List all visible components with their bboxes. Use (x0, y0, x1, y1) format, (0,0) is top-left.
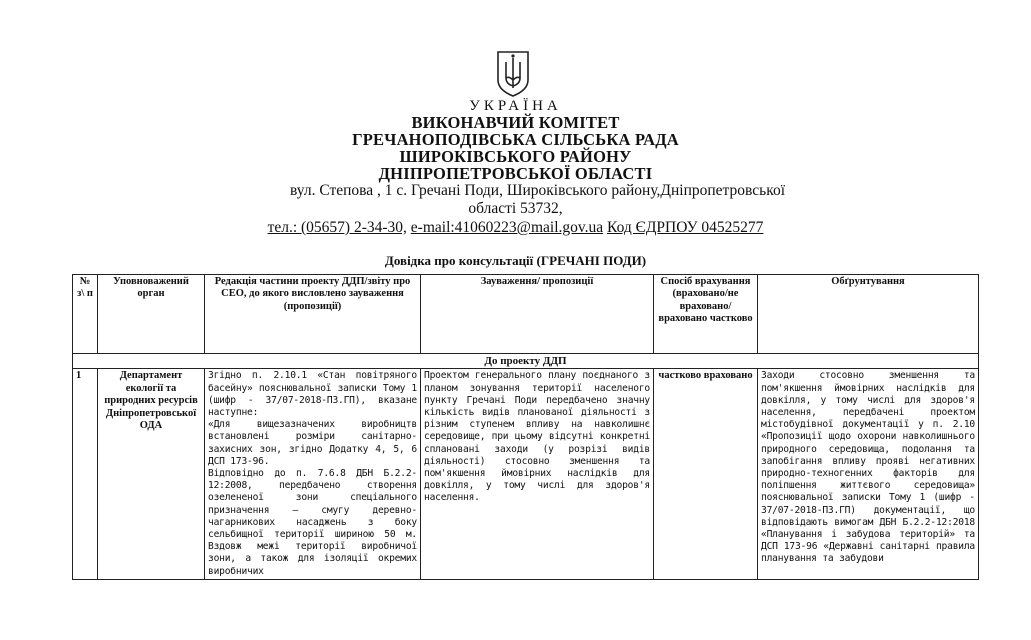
org-line-3: ШИРОКІВСЬКОГО РАЙОНУ (399, 147, 632, 166)
section-title: До проекту ДДП (73, 354, 979, 369)
coat-of-arms-icon (496, 50, 530, 98)
row-remarks: Проектом генерального плану поєднаного з планом зонування території населеного пункту Гречані Поди передбачено значну кількість видів планованої діяльності з різним ступенем впливу на навколишнє середовище, при цьому відсутні конкретні сплановані заходи (у розрізі видів діяльності) стосовно зменшення та пом'якшення ймовірних наслідків для довкілля, у тому числі для здоров'я населення. (424, 370, 650, 504)
header-justification: Обґрунтування (758, 275, 979, 354)
header-remarks: Зауваження/ пропозиції (421, 275, 654, 354)
table-row (73, 369, 979, 580)
row-authority: Департамент екології та природних ресурсів Дніпропетровської ОДА (104, 370, 198, 432)
phone-number: тел.: (05657) 2-34-30, (267, 219, 407, 236)
row-method-cell (654, 369, 758, 580)
edrpou-code: Код ЄДРПОУ 04525277 (607, 219, 764, 236)
contacts-line (0, 219, 1031, 237)
edition-paragraph: Згідно п. 2.10.1 «Стан повітряного басейну» пояснювальної записки Тому 1 (шифр - 37/07-2018-ПЗ.ГП), вказане наступне: (208, 370, 417, 419)
section-row (73, 354, 979, 369)
row-edition-cell (205, 369, 421, 580)
org-line-4: ДНІПРОПЕТРОВСЬКОЇ ОБЛАСТІ (378, 164, 653, 183)
org-line-2: ГРЕЧАНОПОДІВСЬКА СІЛЬСЬКА РАДА (352, 130, 679, 149)
row-edition (208, 370, 417, 578)
header-method: Спосіб врахування (враховано/не враховано/враховано частково (654, 275, 758, 354)
edition-paragraph: «Для вищезазначених виробництв встановлені розміри санітарно-захисних зон, згідно Додатку 4, 5, 6 ДСП 173-96. (208, 419, 417, 467)
row-justification: Заходи стосовно зменшення та пом'якшення ймовірних наслідків для довкілля, у тому числі для здоров'я населення, передбачені проектом містобудівної документації у п. 2.10 «Пропозиції щодо охорони навколишнього природного середовища, подолання та запобігання впливу прояві негативних природно-техногенних факторів для поліпшення життєвого середовища» пояснювальної записки Тому 1 (шифр - 37/07-2018-ПЗ.ГП) документації, що відповідають вимогам ДБН Б.2.2-12:2018 «Планування і забудова територій» та ДСП 173-96 «Державні санітарні правила планування та забудови (761, 370, 975, 565)
org-line-1: ВИКОНАВЧИЙ КОМІТЕТ (411, 113, 620, 132)
row-authority-cell (98, 369, 205, 580)
document-title: Довідка про консультації (ГРЕЧАНІ ПОДИ) (384, 253, 647, 268)
header-authority: Уповноважений орган (98, 275, 205, 354)
edition-paragraph: Відповідно до п. 7.6.8 ДБН Б.2.2-12:2008, передбачено створення озелененої зони спеціального призначення – смугу деревно-чагарникових насаджень з боку сельбищної території шириною 50 м. Вздовж межі території виробничої зони, а також для ізоляції окремих виробничих (208, 468, 417, 577)
table-header-row (73, 275, 979, 354)
consultation-table (72, 274, 979, 580)
header-edition: Редакція частини проекту ДДП/звіту про СЕО, до якого висловлено зауваження (пропозиції) (205, 275, 421, 354)
address-line-1: вул. Степова , 1 с. Гречані Поди, Широківського району,Дніпропетровської (289, 182, 786, 199)
header-num: № з\ п (73, 275, 98, 354)
country-name: УКРАЇНА (469, 98, 562, 114)
address-line-2: області 53732, (468, 200, 563, 217)
row-method: частково враховано (658, 370, 753, 382)
row-num: 1 (73, 369, 98, 580)
row-remarks-cell (421, 369, 654, 580)
row-justification-cell (758, 369, 979, 580)
email-address: e-mail:41060223@mail.gov.ua (410, 219, 604, 236)
